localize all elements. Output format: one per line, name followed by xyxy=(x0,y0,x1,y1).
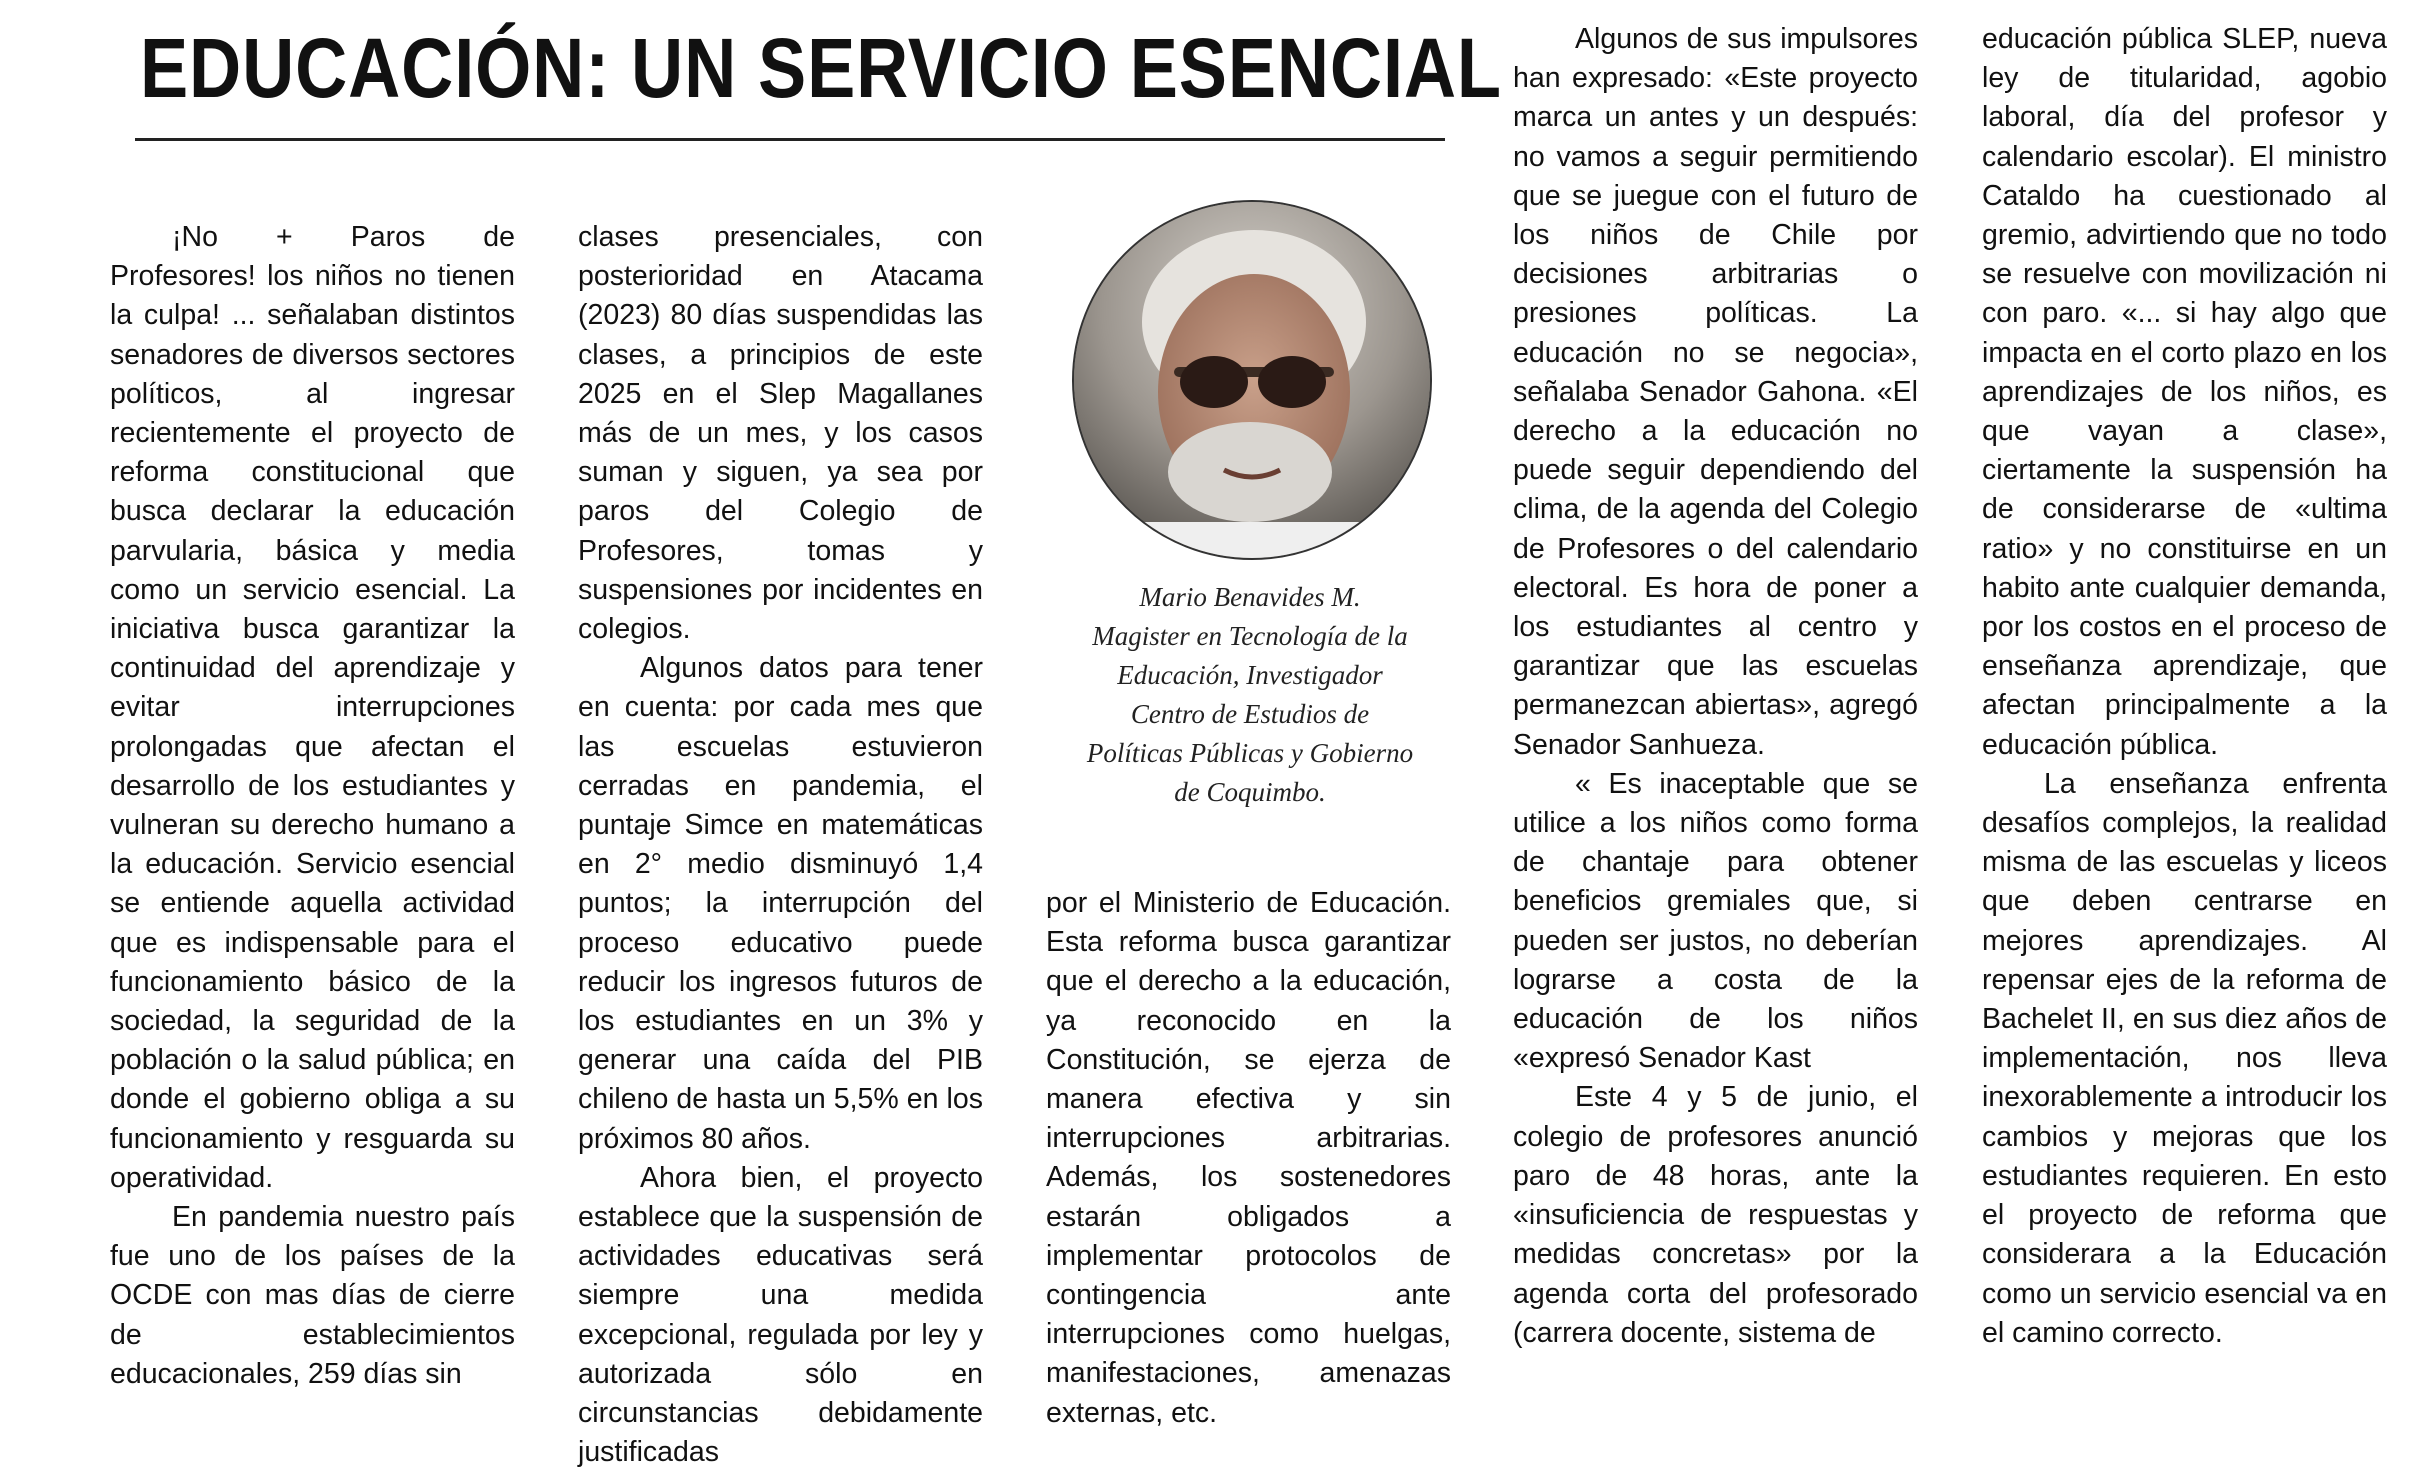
paragraph: Este 4 y 5 de junio, el colegio de profesores anunció paro de 48 horas, ante la «insuficiencia de respuestas y medidas concretas» por la agenda corta del profesorado (carrera docente, sistema de xyxy=(1513,1081,1918,1349)
paragraph: por el Ministerio de Educación. Esta reforma busca garantizar que el derecho a la educación, ya reconocido en la Constitución, se ejerza de manera efectiva y sin interrupciones arbitrarias. Además, los sostenedores estarán obligados a implementar protocolos de contingencia ante interrupciones como huelgas, manifestaciones, amenazas externas, etc. xyxy=(1046,887,1451,1429)
paragraph: Algunos datos para tener en cuenta: por cada mes que las escuelas estuvieron cerradas en pandemia, el puntaje Simce en matemáticas en 2° medio disminuyó 1,4 puntos; la interrupción del proceso educativo puede reducir los ingresos futuros de los estudiantes en un 3% y generar una caída del PIB chileno de hasta un 5,5% en los próximos 80 años. xyxy=(578,652,983,1155)
paragraph: En pandemia nuestro país fue uno de los países de la OCDE con mas días de cierre de establecimientos educacionales, 259 días sin xyxy=(110,1201,515,1390)
paragraph: ¡No + Paros de Profesores! los niños no tienen la culpa! ... señalaban distintos senadores de diversos sectores políticos, al ingresar recientemente el proyecto de reforma constitucional que busca declarar la educación parvularia, básica y media como un servicio esencial. La iniciativa busca garantizar la continuidad del aprendizaje y evitar interrupciones prolongadas que afectan el desarrollo de los estudiantes y vulneran su derecho humano a la educación. Servicio esencial se entiende aquella actividad que es indispensable para el funcionamiento básico de la sociedad, la seguridad de la población o la salud pública; en donde el gobierno obliga a su funcionamiento y resguarda su operatividad. xyxy=(110,221,515,1194)
caption-line: Centro de Estudios de xyxy=(1130,699,1370,729)
text-column-5 xyxy=(1982,20,2387,1353)
text-column-3 xyxy=(1046,884,1451,1433)
caption-author-name: Mario Benavides M. xyxy=(1139,582,1361,612)
text-column-2 xyxy=(578,218,983,1473)
paragraph: Ahora bien, el proyecto establece que la suspensión de actividades educativas será siempre una medida excepcional, regulada por ley y autorizada sólo en circunstancias debidamente justificadas xyxy=(578,1161,983,1469)
paragraph: clases presenciales, con posterioridad en Atacama (2023) 80 días suspendidas las clases, a principios de este 2025 en el Slep Magallanes más de un mes, y los casos suman y siguen, ya sea por paros del Colegio de Profesores, tomas y suspensiones por incidentes en colegios. xyxy=(578,221,983,646)
caption-line: Políticas Públicas y Gobierno xyxy=(1086,738,1414,768)
paragraph: educación pública SLEP, nueva ley de titularidad, agobio laboral, día del profesor y calendario escolar). El ministro Cataldo ha cuestionado al gremio, advirtiendo que no todo se resuelve con movilización ni con paro. «... si hay algo que impacta en el corto plazo en los aprendizajes de los niños, es que vayan a clase», ciertamente la suspensión ha de considerarse de «ultima ratio» y no constituirse en un habito ante cualquier demanda, por los costos en el proceso de enseñanza aprendizaje, que afectan principalmente a la educación pública. xyxy=(1982,23,2387,761)
paragraph: « Es inaceptable que se utilice a los niños como forma de chantaje para obtener beneficios gremiales que, si pueden ser justos, no deberían lograrse a costa de la educación de los niños «expresó Senador Kast xyxy=(1513,767,1918,1075)
caption-line: de Coquimbo. xyxy=(1174,777,1326,807)
caption-line: Educación, Investigador xyxy=(1117,660,1383,690)
author-portrait-image xyxy=(1074,202,1430,558)
paragraph: Algunos de sus impulsores han expresado: «Este proyecto marca un antes y un después: no vamos a seguir permitiendo que se juegue con el futuro de los niños de Chile por decisiones arbitrarias o presiones políticas. La educación no se negocia», señalaba Senador Gahona. «El derecho a la educación no puede seguir dependiendo del clima, de la agenda del Colegio de Profesores o del calendario electoral. Es hora de poner a los estudiantes al centro y garantizar que las escuelas permanezcan abiertas», agregó Senador Sanhueza. xyxy=(1513,23,1918,761)
headline-rule xyxy=(135,138,1445,141)
headline: EDUCACIÓN: UN SERVICIO ESENCIAL xyxy=(140,21,1502,115)
text-column-1 xyxy=(110,218,515,1394)
author-photo xyxy=(1072,200,1432,560)
photo-caption xyxy=(1040,578,1460,812)
text-column-4 xyxy=(1513,20,1918,1353)
paragraph: La enseñanza enfrenta desafíos complejos, la realidad misma de las escuelas y liceos que deben centrarse en mejores aprendizajes. Al repensar ejes de la reforma de Bachelet II, en sus diez años de implementación, nos lleva inexorablemente a introducir los cambios y mejoras que los estudiantes requieren. En esto el proyecto de reforma que considerara a la Educación como un servicio esencial va en el camino correcto. xyxy=(1982,767,2387,1349)
caption-line: Magister en Tecnología de la xyxy=(1092,621,1408,651)
